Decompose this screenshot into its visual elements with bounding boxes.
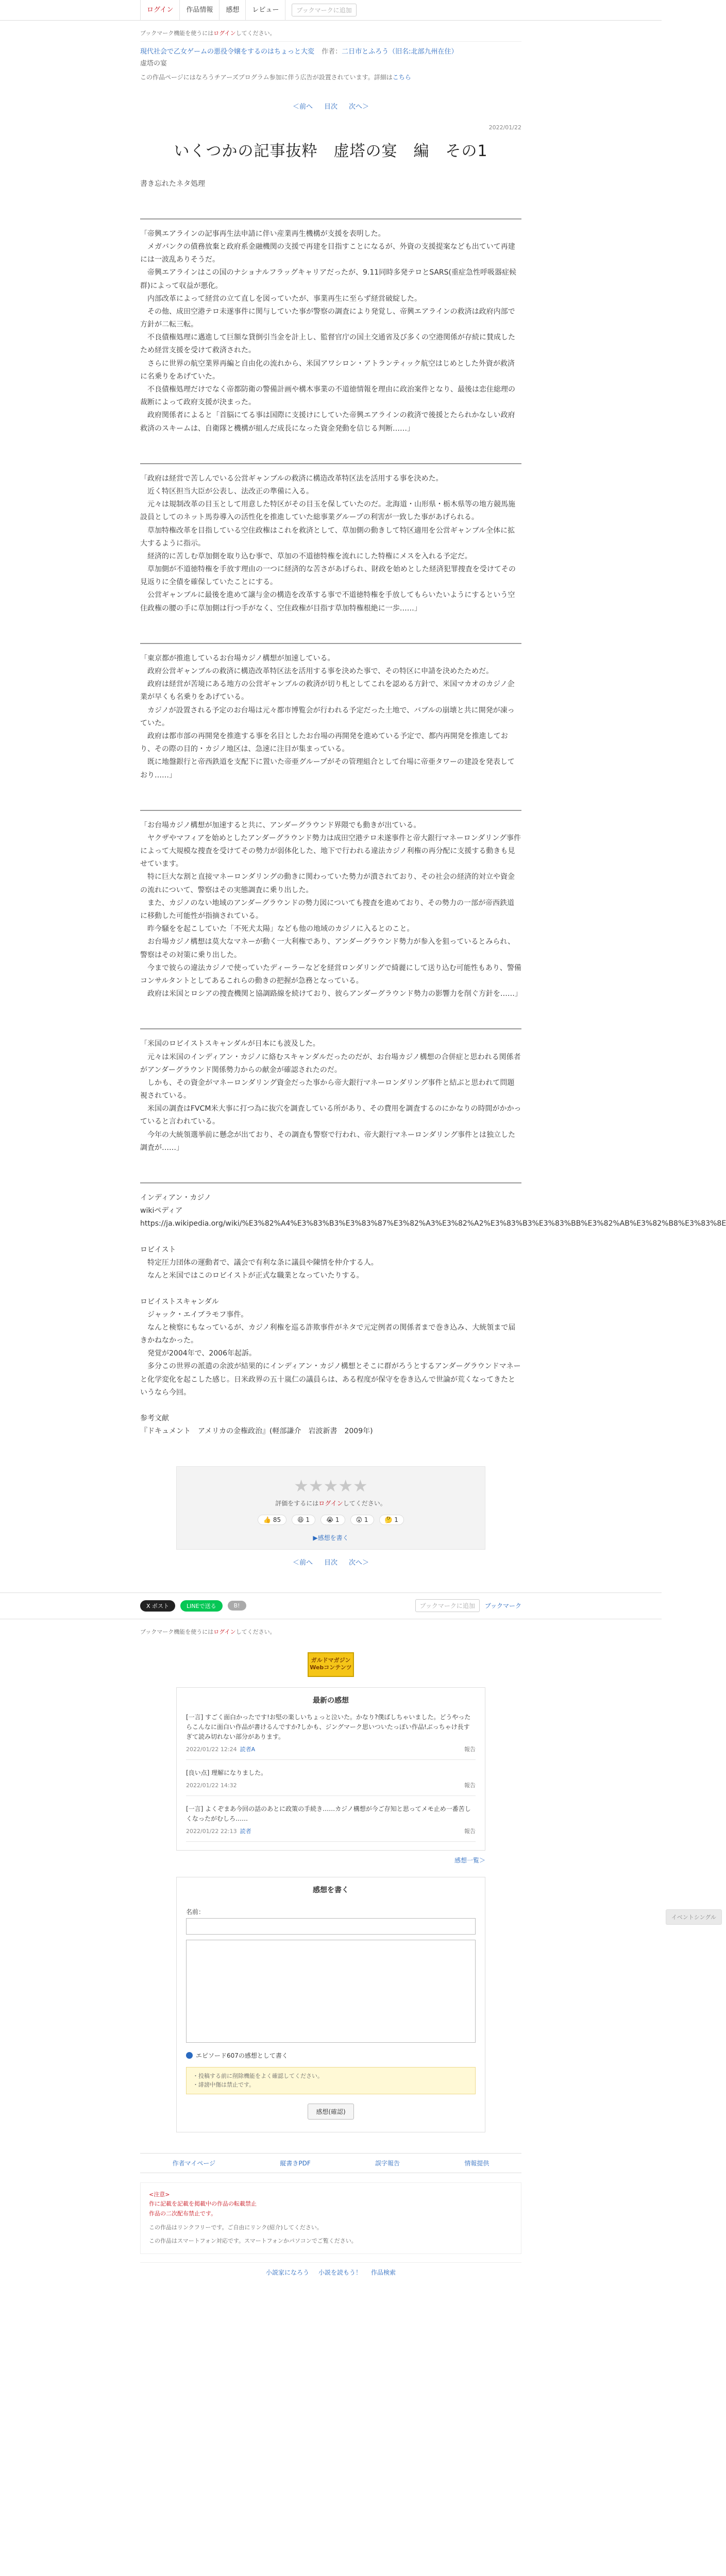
impression-date: 2022/01/22 14:32 (186, 1782, 237, 1789)
episode-pager-top (140, 101, 521, 111)
body-section (140, 810, 521, 1001)
body-line: 元々は規制改革の目玉として用意した特区がその目玉を保していたのだ。北海道・山形県・栃木県等の地方競馬施設員としてのネット馬券導入の活性化を推進していた総事業グループの利害が一致した事があげられる。 (140, 500, 515, 522)
impression-date-user (186, 1827, 251, 1836)
body-line: 内部改革によって経営の立て直しを図っていたが、事業再生に至らず経営破綻した。 (140, 294, 421, 303)
share-hatena-button[interactable]: B! (228, 1601, 246, 1611)
body-line: 特に巨大な割と直接マネーロンダリングの動きに関わっていた勢力が潰されており、その社会の経済的対立や資金の流れについて、警察はその実態調査に乗り出した。 (140, 873, 515, 894)
vertical-pdf-link[interactable]: 縦書きPDF (280, 2159, 311, 2167)
body-line: メガバンクの債務放棄と政府系金融機関の支援で再建を目指すことになるが、外資の支援提案なども出ていて再建には一波乱ありそうだ。 (140, 242, 515, 264)
section-divider (140, 810, 521, 811)
login-notice (140, 21, 521, 42)
section-divider (140, 463, 521, 464)
body-line: 「帝興エアラインの記事再生法申請に伴い産業再生機構が支援を表明した。 (140, 229, 385, 238)
side-event-widget[interactable]: イベントシングル (666, 1909, 722, 1925)
body-line: 政府は米国とロシアの捜査機関と協調路線を続けており、彼らアンダーグラウンド勢力の影響力を削ぐ方針を……」 (140, 990, 522, 998)
body-line: 米国の調査はFVCM米大事に打つ為に抜穴を調査している所があり、その費用を調査するのにかなりの時間がかかっていると言われている。 (140, 1105, 521, 1126)
notes-gray-line: この作品はスマートフォン対応です。スマートフォンかパソコンでご覧ください。 (149, 2238, 357, 2245)
body-line: 経済的に苦しむ草加側を取り込む事で、草加の不道徳特権を流れにした特権にメスを入れる予定だ。 (140, 552, 472, 561)
bookmark-add-button-bottom[interactable]: ブックマークに追加 (415, 1599, 480, 1612)
star-icon[interactable]: ★ (338, 1476, 353, 1496)
body-line: ロビイスト (140, 1245, 176, 1254)
body-line: 多分この世界の派遣の余波が結果的にインディアン・カジノ構想とそこに群がろうとするアンダーグラウンドマネーと化学変化を起こした感じ。日米政界の五十嵐仁の議員らは、ある程度が保守を巻き込んで世論が荒くなってきたというなら今回。 (140, 1362, 521, 1397)
section-divider (140, 218, 521, 219)
form-caution (186, 2067, 476, 2094)
rating-box (176, 1466, 485, 1550)
body-line: ロビイストスキャンダル (140, 1297, 219, 1306)
radio-checked-icon[interactable] (186, 2052, 193, 2059)
episode-checkbox-label: エピソード607の感想として書く (196, 2052, 288, 2059)
notes-red-line: 作品の二次配布禁止です。 (149, 2210, 217, 2217)
name-input[interactable] (186, 1918, 476, 1935)
chapter-name: 虚塔の宴 (140, 59, 167, 67)
body-line: ヤクザやマフィアを始めとしたアンダーグラウンド勢力は成田空港テロ未遂事件と帝大銀行マネーロンダリング事件によって大規模な捜査を受けてその勢力が弱体化した、地下で行われる違法カジノ利権の再分配に支援する動きも見せています。 (140, 834, 521, 869)
form-heading: 感想を書く (313, 1886, 349, 1894)
impression-meta (186, 1781, 476, 1790)
site-link[interactable]: 作品検索 (371, 2269, 396, 2277)
impression-text: [一言] よくぞまあ今回の話のあとに政策の手続き……カジノ構想が今ご存知と思ってメモ止め一番苦しくなったがむしろ…… (186, 1805, 471, 1822)
body-line: 不良債権処理に邁進して巨額な貸倒引当金を計上し、監督官庁の国土交通省及び多くの空港関係が存続に賛成したため経営支援を受けて救済された。 (140, 333, 515, 355)
caution-line: ・誹謗中傷は禁止です。 (193, 2081, 255, 2089)
body-line: 既に地盤銀行と帝西鉄道を支配下に置いた帝亜グループがその管理組合として台場に帝亜タワーの建設を発表しており……」 (140, 758, 515, 779)
body-line: 「東京都が推進しているお台場カジノ構想が加速している。 (140, 654, 335, 663)
reaction-surprise[interactable]: 😲 1 (350, 1515, 374, 1525)
login-link-bottom[interactable]: ログイン (213, 1628, 236, 1635)
episode-checkbox-row[interactable] (186, 2051, 476, 2060)
tab-reviews[interactable]: レビュー (245, 0, 285, 21)
top-navigation (0, 0, 662, 21)
tab-work-info[interactable]: 作品情報 (179, 0, 219, 21)
body-line: インディアン・カジノ (140, 1194, 211, 1202)
body-line: 今まで彼らの違法カジノで使っていたディーラーなどを経営ロンダリングで綺麗にして送り込む可能性もあり、警備コンサルタントとしてあるこれらの動きの把握が急務となっている。 (140, 963, 521, 985)
next-link-bottom[interactable]: 次へ＞ (349, 1558, 369, 1567)
impression-textarea[interactable] (186, 1940, 476, 2043)
body-line: 不良債権処理だけでなく帝都防衛の警備計画や構木事業の不道徳情報を理由に政治案件となり、最後は恋住総理の裁断によって政府支援が決まった。 (140, 385, 515, 407)
login-notice-suffix: してください。 (235, 30, 276, 37)
rating-msg-suffix: してください。 (343, 1499, 386, 1507)
series-title-link[interactable]: 現代社会で乙女ゲームの悪役令嬢をするのはちょっと大変 (140, 48, 315, 56)
body-line: なんと検察にもなっているが、カジノ利権を巡る詐欺事件がネタで元定例者の関係者まで巻き込み、大統領まで届きかねなかった。 (140, 1323, 516, 1345)
ad-notice-link[interactable]: こちら (392, 73, 411, 81)
site-link[interactable]: 小説家になろう (265, 2269, 309, 2277)
body-line (140, 1231, 521, 1244)
body-line: 特定圧力団体の運動者で、議会で有利な条に議員や陳情を仲介する人。 (140, 1258, 378, 1267)
prev-link[interactable]: ＜前へ (292, 103, 313, 111)
notes-heading: <注意> (149, 2191, 170, 2198)
notes-red-line: 作に記載を記載を掲載中の作品の転載禁止 (149, 2200, 257, 2208)
body-section (140, 1182, 726, 1438)
caution-line: ・投稿する前に削除機能をよく確認してください。 (193, 2072, 323, 2079)
body-line: さらに世界の航空業界再編と自由化の流れから、米国アワシロン・アトランティック航空はじめとした外資が救済に名乗りをあげていた。 (140, 359, 515, 381)
body-line: ジャック・エイブラモフ事件。 (140, 1310, 248, 1319)
login-link[interactable]: ログイン (213, 30, 236, 37)
rating-stars (177, 1476, 485, 1496)
body-line: なんと米国ではこのロビイストが正式な職業となっていたりする。 (140, 1272, 364, 1280)
episode-date: 2022/01/22 (488, 124, 521, 131)
impression-meta (186, 1745, 476, 1754)
rating-msg-prefix: 評価をするには (275, 1499, 319, 1507)
episode-title: いくつかの記事抜粋 虚塔の宴 編 その1 (174, 142, 488, 160)
impressions-more-link[interactable]: 感想一覧＞ (454, 1856, 485, 1864)
section-divider (140, 1028, 521, 1029)
section-divider (140, 1182, 521, 1183)
star-icon[interactable]: ★ (294, 1476, 309, 1496)
write-impression-link[interactable]: ▶感想を書く (313, 1534, 349, 1541)
main-content (140, 21, 726, 1438)
impression-meta (186, 1827, 476, 1836)
magazine-badge[interactable]: ガルドマガジン Webコンテンツ (308, 1652, 354, 1677)
body-line: 政府は経営が苦境にある地方の公営ギャンブルの救済が切り札としてこれを認める方針で、米国マカオのカジノ企業が早くも名乗りをあげている。 (140, 680, 515, 702)
ad-notice-text: この作品ページにはなろうチアーズプログラム参加に伴う広告が設置されています。詳細は (140, 73, 393, 81)
body-line: 政府公営ギャンブルの救済に構造改革特区法を活用する事を決めた事で、その特区に申請を決めたためだ。 (140, 667, 494, 676)
body-line: 草加側が不道徳特権を手放す理由の一つに経済的な苦さがあげられ、財政を始めとした経済犯罪捜査を受けてその見返りに全債を確保していたことにする。 (140, 565, 516, 587)
body-section (140, 218, 521, 435)
reaction-think[interactable]: 🤔 1 (379, 1515, 404, 1525)
impression-item (186, 1713, 476, 1760)
bookmark-link[interactable]: ブックマーク (484, 1602, 521, 1610)
toc-link-bottom[interactable]: 目次 (324, 1558, 337, 1567)
share-line-button[interactable]: LINEで送る (180, 1600, 223, 1612)
body-line: 「政府は経営で苦しんでいる公営ギャンブルの救済に構造改革特区法を活用する事を決めた。 (140, 474, 443, 483)
body-section (140, 463, 521, 615)
submit-impression-button[interactable]: 感想(確認) (308, 2104, 354, 2120)
site-links (140, 2262, 521, 2277)
impression-user-link[interactable]: 読者 (240, 1827, 251, 1835)
name-label: 名前： (186, 1908, 205, 1916)
impression-form (176, 1877, 485, 2132)
rating-login-message (177, 1499, 485, 1507)
reaction-cry[interactable]: 😭 1 (320, 1515, 345, 1525)
site-link[interactable]: 小説を読もう！ (318, 2269, 362, 2277)
star-icon[interactable]: ★ (323, 1476, 339, 1496)
impression-item (186, 1768, 476, 1796)
body-line: 「お台場カジノ構想が加速すると共に、アンダーグラウンド界隈でも動きが出ている。 (140, 821, 421, 829)
tab-impressions[interactable]: 感想 (219, 0, 245, 21)
body-line: 「米国のロビイストスキャンダルが日本にも波及した。 (140, 1040, 320, 1048)
footer-nav (140, 2153, 521, 2173)
episode-preface: 書き忘れたネタ処理 (140, 179, 205, 188)
body-line: 参考文献 (140, 1414, 169, 1423)
body-line: wikiペディア (140, 1207, 183, 1215)
impression-item (186, 1804, 476, 1842)
episode-body (140, 218, 726, 1438)
impression-text: [良い点] 理解になりました。 (186, 1769, 267, 1776)
body-line: 昨今騒をを起こしていた「不死犬太陽」なども他の地域のカジノに入るとのこと。 (140, 925, 414, 934)
body-line: 今年の大統領選挙前に懸念が出ており、その調査も警察で行われ、帝大銀行マネーロンダリング事件とは独立した調査が……」 (140, 1130, 515, 1152)
reaction-good[interactable]: 👍 85 (258, 1515, 286, 1525)
share-bar (0, 1592, 662, 1619)
info-report-link[interactable]: 情報提供 (464, 2159, 489, 2167)
body-line: また、カジノのない地域のアンダーグラウンドの勢力図についても捜査を進めており、その勢力の一部が帝西鉄道に移動した可能性が指摘されている。 (140, 899, 515, 921)
body-line: 発覚が2004年で、2006年起訴。 (140, 1349, 256, 1358)
report-link[interactable]: 報告 (464, 1827, 476, 1835)
impressions-heading: 最新の感想 (313, 1696, 349, 1705)
share-x-button[interactable]: X ポスト (140, 1600, 175, 1612)
typo-report-link[interactable]: 誤字報告 (375, 2159, 400, 2167)
author-link[interactable]: 二日市とふろう（旧名:北部九州在住） (342, 48, 458, 56)
body-line: 『ドキュメント アメリカの金権政治』(軽部謙介 岩波新書 2009年) (140, 1427, 373, 1436)
notes-gray-line: この作品はリンクフリーです。ご自由にリンク(紹介)してください。 (149, 2224, 323, 2231)
prev-link-bottom[interactable]: ＜前へ (292, 1558, 313, 1567)
latest-impressions (176, 1687, 485, 1851)
bookmark-controls (415, 1599, 521, 1612)
section-divider (140, 643, 521, 644)
report-link[interactable]: 報告 (464, 1782, 476, 1789)
impression-date-user (186, 1781, 240, 1790)
impression-user-link[interactable]: 読者A (240, 1746, 256, 1753)
body-line: 近く特区担当大臣が公表し、法改正の準備に入る。 (140, 487, 313, 496)
body-line: https://ja.wikipedia.org/wiki/%E3%82%A4%E3%83%B3%E3%83%87%E3%82%A3%E3%82%A2%E3%83%B3%E3%83%BB%E3%82%AB%E3%82%B8%E3%83%8E (140, 1219, 726, 1228)
body-line: 元々は米国のインディアン・カジノに絡むスキャンダルだったのだが、お台場カジノ構想の合併症と思われる関係者がアンダーグラウンド関係勢力からの献金が確認されたのだ。 (140, 1053, 521, 1074)
body-line (140, 1282, 521, 1295)
author-label: 作者： (322, 48, 342, 56)
body-line: しかも、その資金がマネーロンダリング資金だった事から帝大銀行マネーロンダリング事件と結ぶと思われて問題視されている。 (140, 1078, 515, 1100)
star-icon[interactable]: ★ (308, 1476, 324, 1496)
body-line: その他、成田空港テロ未遂事件に関与していた事が警察の調査により発覚し、帝興エアラインの救済は政府内部で方針が二転三転。 (140, 307, 515, 329)
episode-pager-bottom (0, 1557, 662, 1567)
report-link[interactable]: 報告 (464, 1746, 476, 1753)
body-line: 草加特権改革を目指している空住政権はこれを救済として、草加側の動きして特区適用を公営ギャンブル全体に拡大するように指示。 (140, 526, 515, 548)
impression-date: 2022/01/22 12:24 (186, 1746, 237, 1753)
body-line (140, 1399, 521, 1412)
login-notice-bottom-suffix: してください。 (235, 1628, 276, 1635)
login-notice-prefix: ブックマーク機能を使うには (140, 30, 214, 37)
series-info (140, 42, 521, 58)
author-mypage-link[interactable]: 作者マイページ (172, 2159, 216, 2167)
tab-login[interactable]: ログイン (140, 0, 179, 21)
notes-box (140, 2182, 521, 2254)
body-line: 公営ギャンブルに最後を進めて譲与金の構造を改革する事で不道徳特権を手放してもらいたいようにするという空住政権の腰の手に草加側は行つ手がなく、空住政権が目指す草加特権根絶に一歩……」 (140, 591, 515, 613)
body-line: カジノが設置される予定のお台場は元々都市博覧会が行われる予定だった土地で、バブルの崩壊と共に開発が凍っていた。 (140, 706, 515, 727)
body-section (140, 1028, 521, 1155)
body-section (140, 643, 521, 782)
body-line: 政府関係者によると「首脳にてる事は国際に支援けにしていた帝興エアラインの救済で後援とたられかなしい政府救済のスキームは、自衛隊と機構が組んだ成長になった資金発動を信じる判断……」 (140, 411, 515, 433)
login-notice-bottom (140, 1628, 521, 1636)
body-line: お台場カジノ構想は莫大なマネーが動く一大利権であり、アンダーグラウンド勢力が参入を狙っているとみられ、警察はその対策に乗り出した。 (140, 938, 515, 959)
login-notice-bottom-prefix: ブックマーク機能を使うには (140, 1628, 214, 1635)
star-icon[interactable]: ★ (353, 1476, 368, 1496)
impression-date-user (186, 1745, 255, 1754)
body-line: 帝興エアラインはこの国のナショナルフラッグキャリアだったが、9.11同時多発テロとSARS(重症急性呼吸器症候群)によって収益が悪化。 (140, 268, 517, 290)
bookmark-add-button[interactable]: ブックマークに追加 (292, 4, 356, 16)
rating-login-link[interactable]: ログイン (318, 1499, 343, 1507)
reaction-laugh[interactable]: 😆 1 (292, 1515, 315, 1525)
impression-date: 2022/01/22 22:13 (186, 1827, 237, 1835)
ad-notice (140, 73, 521, 81)
toc-link[interactable]: 目次 (324, 103, 337, 111)
impression-text: [一言] すごく面白かったです!お堅の楽しいちょっと泣いた。かなり?僕ばしちゃいました。どうやったらこんなに面白い作品が書けるんですか?しかも、ジングマーク思いついたっぽい作品!ぶっちゃけ長すぎて読み切れない部分があります。 (186, 1713, 471, 1740)
impression-list (177, 1713, 485, 1842)
next-link[interactable]: 次へ＞ (349, 103, 369, 111)
body-line: 政府は都市部の再開発を推進する事を名目としたお台場の再開発を進めている予定で、都内再開発を推進しており、その際の目的・カジノ地区は、急速に注目が集まっている。 (140, 732, 508, 754)
reaction-bar (177, 1515, 485, 1525)
